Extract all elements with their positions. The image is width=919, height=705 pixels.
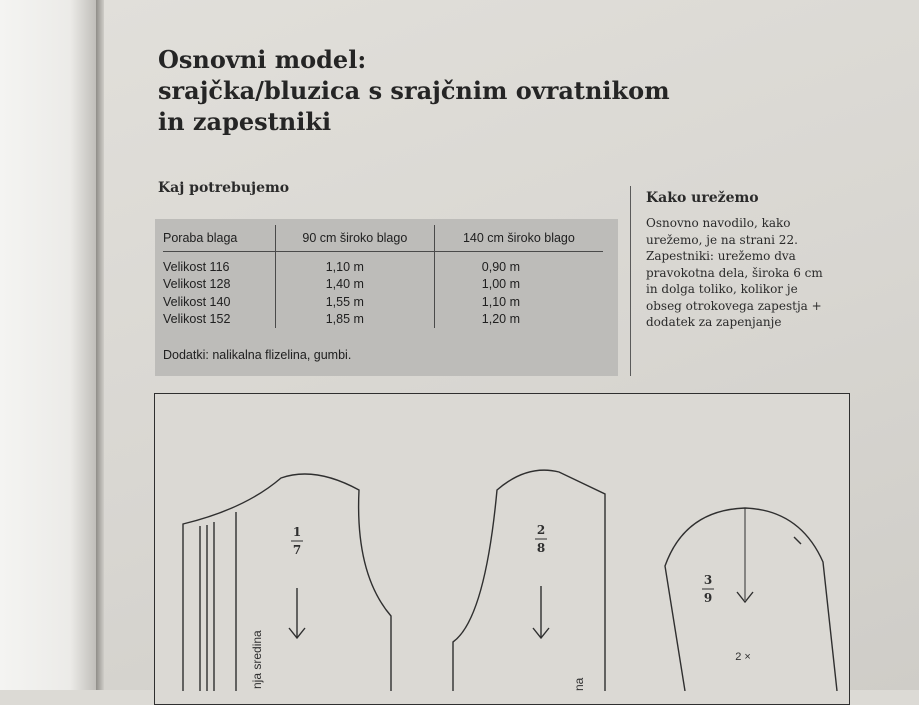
grain-arrow-icon: [289, 588, 305, 638]
fabric-table: [163, 225, 603, 328]
pattern-drawing: [155, 394, 849, 691]
table-row: [163, 293, 603, 311]
value-140-cell: 0,90 m: [434, 252, 603, 276]
size-cell: Velikost 140: [163, 294, 231, 309]
cutting-line: urežemo, je na strani 22.: [646, 232, 798, 247]
table-row: [163, 276, 603, 294]
center-back-label: na: [572, 677, 586, 691]
back-piece: [453, 470, 605, 691]
title-line-3: in zapestniki: [158, 107, 332, 136]
cutting-line: dodatek za zapenjanje: [646, 315, 782, 329]
value-140-cell: 1,10 m: [434, 293, 603, 311]
page-title: [158, 44, 670, 137]
cutting-heading: Kako urežemo: [646, 190, 759, 206]
cutting-line: obseg otrokovega zapestja +: [646, 298, 822, 313]
cut-twice-label: 2 ×: [735, 651, 751, 663]
table-row: [163, 311, 603, 329]
front-piece: [183, 474, 391, 691]
sleeve-piece: [665, 508, 837, 691]
title-line-1: Osnovni model:: [158, 45, 367, 74]
cutting-line: pravokotna dela, široka 6 cm: [646, 265, 823, 280]
piece-3-number: 3: [703, 573, 713, 587]
value-90-cell: 1,55 m: [275, 293, 434, 311]
title-line-2: srajčka/bluzica s srajčnim ovratnikom: [158, 76, 670, 105]
size-cell: Velikost 152: [163, 312, 231, 327]
header-90cm: 90 cm široko blago: [275, 225, 434, 252]
value-90-cell: 1,85 m: [275, 311, 434, 329]
cutting-line: Zapestniki: urežemo dva: [646, 249, 796, 263]
piece-2-number: 2: [536, 523, 546, 537]
value-90-cell: 1,40 m: [275, 276, 434, 294]
grain-arrow-icon: [533, 586, 549, 638]
piece-2-denominator: 8: [536, 541, 546, 555]
fabric-requirements-box: [155, 219, 618, 376]
piece-1-denominator: 7: [292, 543, 302, 557]
left-page-edge: [0, 0, 100, 690]
value-140-cell: 1,00 m: [434, 276, 603, 294]
size-cell: Velikost 116: [163, 259, 230, 274]
book-spine: [96, 0, 104, 690]
piece-1-number: 1: [292, 525, 302, 539]
size-cell: Velikost 128: [163, 277, 231, 292]
header-fabric-usage: Poraba blaga: [163, 225, 275, 252]
column-divider: [630, 186, 631, 376]
table-row: [163, 252, 603, 276]
value-140-cell: 1,20 m: [434, 311, 603, 329]
materials-heading: Kaj potrebujemo: [158, 180, 290, 196]
value-90-cell: 1,10 m: [275, 252, 434, 276]
cutting-line: in dolga toliko, kolikor je: [646, 282, 798, 296]
header-140cm: 140 cm široko blago: [434, 225, 603, 252]
extras-note: Dodatki: nalikalna flizelina, gumbi.: [163, 348, 352, 362]
cutting-line: Osnovno navodilo, kako: [646, 216, 791, 230]
table-header-row: [163, 225, 603, 252]
pattern-diagram: [154, 393, 850, 705]
cutting-instructions: [646, 215, 841, 331]
piece-3-denominator: 9: [703, 591, 713, 605]
center-front-label: nja sredina: [250, 630, 264, 689]
